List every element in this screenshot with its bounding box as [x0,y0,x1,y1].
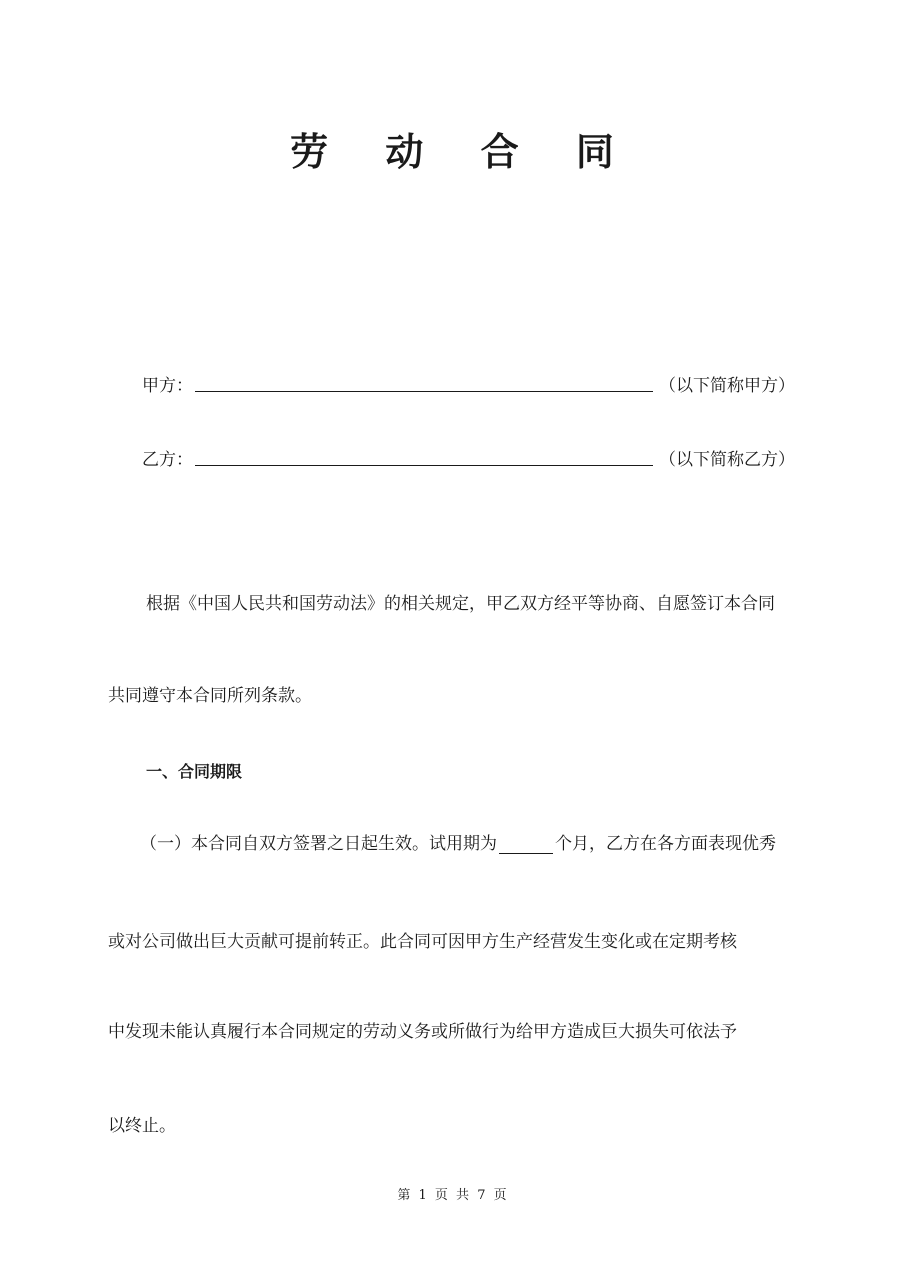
party-b-label: 乙方： [142,450,193,470]
preamble-line-2: 共同遵守本合同所列条款。 [108,686,312,706]
page-number: 第 1 页 共 7 页 [397,1188,507,1203]
section-1-heading: 一、合同期限 [146,762,243,781]
clause-1-line-3: 中发现未能认真履行本合同规定的劳动义务或所做行为给甲方造成巨大损失可依法予 [108,1022,737,1042]
probation-months-field[interactable] [499,833,553,854]
party-b-field[interactable] [195,443,653,466]
party-a-suffix: （以下简称甲方） [659,376,795,396]
party-b-row [142,438,802,470]
clause-1-line-2: 或对公司做出巨大贡献可提前转正。此合同可因甲方生产经营发生变化或在定期考核 [108,932,737,952]
clause-1-line-1 [140,830,776,858]
clause-1-line-4: 以终止。 [108,1116,176,1136]
preamble-line-1: 根据《中国人民共和国劳动法》的相关规定，甲乙双方经平等协商、自愿签订本合同 [146,594,775,614]
party-a-field[interactable] [195,369,653,392]
party-a-row [142,364,802,396]
clause-1-text-a: （一）本合同自双方签署之日起生效。试用期为 [140,834,497,854]
clause-1-text-b: 个月，乙方在各方面表现优秀 [555,834,776,854]
party-b-suffix: （以下简称乙方） [659,450,795,470]
party-a-label: 甲方： [142,376,193,396]
document-title: 劳 动 合 同 [290,130,636,174]
